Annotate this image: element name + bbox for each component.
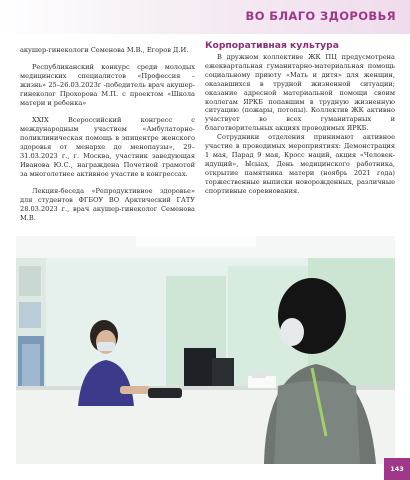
clinic-reception-photo: [16, 236, 395, 464]
left-paragraph-1: акушер-гинекологи Семенова М.В., Егоров Д.И.: [20, 46, 189, 54]
right-paragraph-1: В дружном коллективе ЖК ПЦ предусмотрена ежеквартальная гуманитарно-материальная помощь социальному приюту «Мать и дитя» для женщин, оказавшихся в трудной жизненной ситуации; оказание адресной материальной помощи своим коллегам ЯРКБ попавшим в трудную жизненную ситуацию (пожары, потопы). Коллектив ЖК активно участвует во всех гуманитарных и благотворительных акциях проводимых ЯРКБ.: [205, 53, 395, 133]
right-paragraph-2: Сотрудники отделения принимают активное участие в проводимых мероприятиях: Демонстрация 1 мая, Парад 9 мая, Кросс наций, акция «Человек-идущий», Ысыах, День медицинского работника, открытие памятника матери (ноябрь 2021 года) торжественные выписки новорожденных, различные спортивные соревнования.: [205, 133, 395, 195]
left-text-column: [20, 46, 195, 231]
left-paragraph-4: Лекция-беседа «Репродуктивное здоровье» для студентов ФГБОУ ВО Арктический ГАТУ 28.03.2023 г., врач акушер-гинеколог Семенова М.В.: [20, 186, 195, 222]
right-text-column: [205, 40, 395, 196]
corporate-culture-heading: Корпоративная культура: [205, 40, 339, 51]
left-paragraph-2: Республиканский конкурс среди молодых медицинских специалистов «Профессия – жизнь» 25–26.03.2023г -победитель врач акушер-гинеколог Прохорова М.П. с проектом «Школа матери и ребенка»: [20, 63, 195, 107]
section-title: ВО БЛАГО ЗДОРОВЬЯ: [245, 9, 396, 23]
left-paragraph-3: XXIX Всероссийский конгресс с международным участием «Амбулаторно-поликлиническая помощь в эпицентре женского здоровья от менархе до менопаузы», 29–31.03.2023 г., г. Москва, участник заведующая Иванова Ю.С., награждена Почетной грамотой за многолетнее активное участие в конгрессах.: [20, 116, 195, 178]
page-number: 143: [384, 458, 410, 480]
